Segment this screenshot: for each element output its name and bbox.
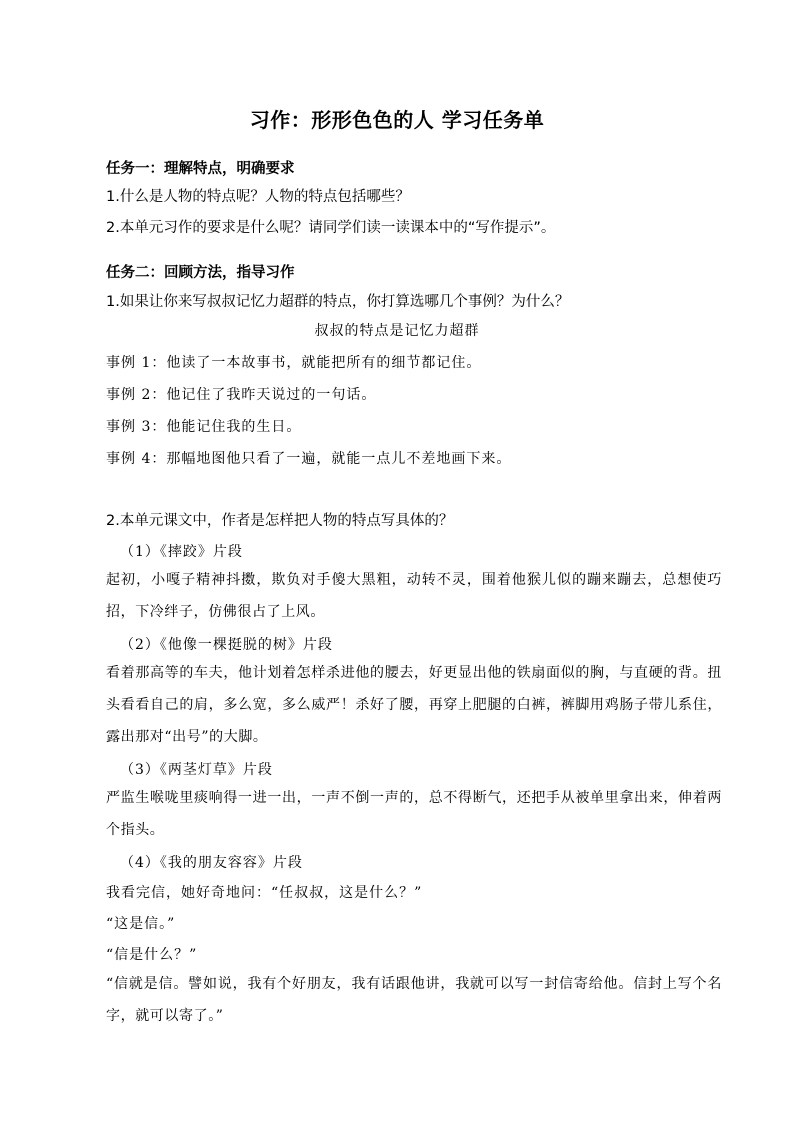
task2-question-2: 2.本单元课文中，作者是怎样把人物的特点写具体的？ [106, 513, 454, 529]
excerpt-1-label: （1）《摔跤》片段 [120, 544, 243, 560]
task2-question-1: 1.如果让你来写叔叔记忆力超群的特点，你打算选哪几个事例？为什么？ [106, 294, 570, 310]
excerpt-2-text: 看着那高等的车夫，他计划着怎样杀进他的腰去，好更显出他的铁扇面似的胸，与直硬的背。扭头看看自己的肩，多么宽，多么威严！杀好了腰，再穿上肥腿的白裤，裤脚用鸡肠子带儿系住，露出那对“出号”的大脚。 [106, 665, 722, 745]
task1-question-2: 2.本单元习作的要求是什么呢？请同学们读一读课本中的“写作提示”。 [106, 220, 556, 236]
task1-heading: 任务一：理解特点，明确要求 [106, 161, 295, 177]
excerpt-4-text: “信就是信。譬如说，我有个好朋友，我有话跟他讲，我就可以写一封信寄给他。信封上写个名字，就可以寄了。” [106, 976, 722, 1024]
excerpt-1-text: 起初，小嘎子精神抖擞，欺负对手傻大黑粗，动转不灵，围着他猴儿似的蹦来蹦去，总想使巧招，下冷绊子，仿佛很占了上风。 [106, 572, 722, 620]
task1-question-1: 1.什么是人物的特点呢？人物的特点包括哪些？ [106, 189, 410, 205]
example-1: 事例 1：他读了一本故事书，就能把所有的细节都记住。 [106, 355, 482, 371]
excerpt-4-line-1: 我看完信，她好奇地问：“任叔叔，这是什么？” [106, 885, 423, 901]
excerpt-4-label: （4）《我的朋友容容》片段 [120, 855, 303, 871]
excerpt-3-label: （3）《两茎灯草》片段 [120, 762, 273, 778]
example-subtitle: 叔叔的特点是记忆力超群 [314, 323, 480, 339]
excerpt-4-line-2: “这是信。” [106, 916, 176, 932]
example-3: 事例 3：他能记住我的生日。 [106, 419, 302, 435]
excerpt-2-label: （2）《他像一棵挺脱的树》片段 [120, 637, 333, 653]
example-2: 事例 2：他记住了我昨天说过的一句话。 [106, 387, 377, 403]
excerpt-3-text: 严监生喉咙里痰响得一进一出，一声不倒一声的，总不得断气，还把手从被单里拿出来，伸着两个指头。 [106, 790, 722, 838]
page-title: 习作：形形色色的人 学习任务单 [249, 108, 545, 132]
task2-heading: 任务二：回顾方法，指导习作 [106, 265, 295, 281]
excerpt-4-line-3: “信是什么？” [106, 947, 198, 963]
example-4: 事例 4：那幅地图他只看了一遍，就能一点儿不差地画下来。 [106, 451, 512, 467]
